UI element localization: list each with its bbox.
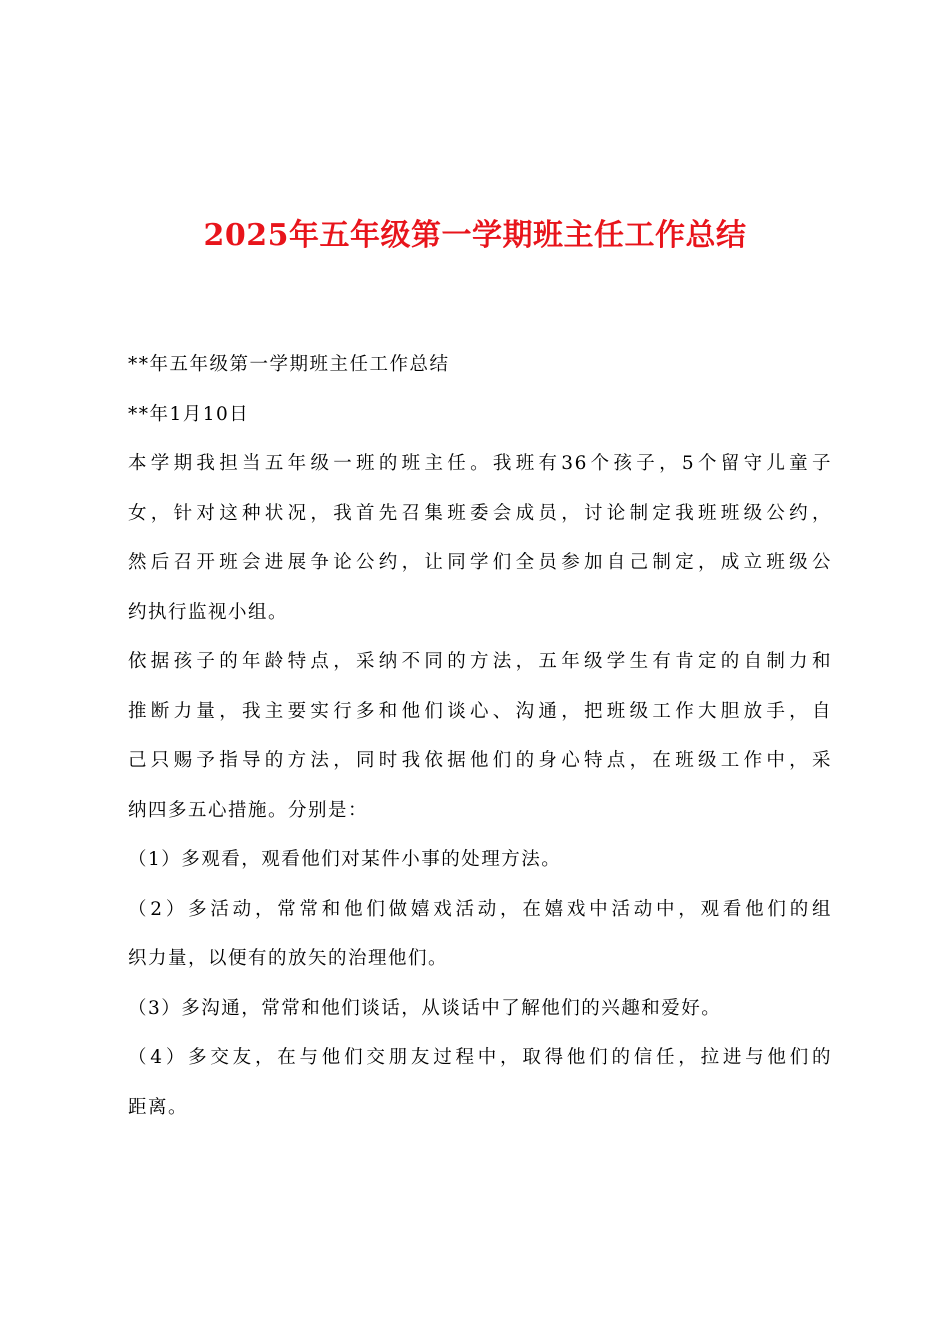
document-date: **年1月10日 <box>128 403 250 425</box>
paragraph-line: （4）多交友，在与他们交朋友过程中，取得他们的信任，拉进与他们的 <box>128 1047 832 1068</box>
paragraph-line: 本学期我担当五年级一班的班主任。我班有36个孩子，5个留守儿童子 <box>128 453 832 474</box>
list-item-4 <box>128 1033 832 1132</box>
document-subtitle: **年五年级第一学期班主任工作总结 <box>128 354 450 375</box>
paragraph-2 <box>128 637 832 835</box>
paragraph-line: 约执行监视小组。 <box>128 601 289 623</box>
list-item-2 <box>128 885 832 984</box>
paragraph-line: 女，针对这种状况，我首先召集班委会成员，讨论制定我班班级公约， <box>128 502 832 524</box>
paragraph-line: 己只赐予指导的方法，同时我依据他们的身心特点，在班级工作中，采 <box>128 750 832 771</box>
paragraph-1 <box>128 439 832 637</box>
paragraph-line: 纳四多五心措施。分别是： <box>128 799 369 821</box>
paragraph-line: 推断力量，我主要实行多和他们谈心、沟通，把班级工作大胆放手，自 <box>128 700 832 722</box>
document-title: 2025年五年级第一学期班主任工作总结 <box>203 218 747 253</box>
list-item-1 <box>128 835 832 885</box>
paragraph-line: 织力量，以便有的放矢的治理他们。 <box>128 948 449 969</box>
paragraph-line: 依据孩子的年龄特点，采纳不同的方法，五年级学生有肯定的自制力和 <box>128 651 832 672</box>
list-item-3 <box>128 984 832 1034</box>
paragraph-line: （1）多观看，观看他们对某件小事的处理方法。 <box>128 849 562 870</box>
paragraph-line: （3）多沟通，常常和他们谈话，从谈话中了解他们的兴趣和爱好。 <box>128 997 722 1019</box>
paragraph-line: （2）多活动，常常和他们做嬉戏活动，在嬉戏中活动中，观看他们的组 <box>128 898 832 920</box>
document-body <box>128 340 832 1132</box>
paragraph-line: 距离。 <box>128 1096 189 1118</box>
paragraph-line: 然后召开班会进展争论公约，让同学们全员参加自己制定，成立班级公 <box>128 552 832 573</box>
